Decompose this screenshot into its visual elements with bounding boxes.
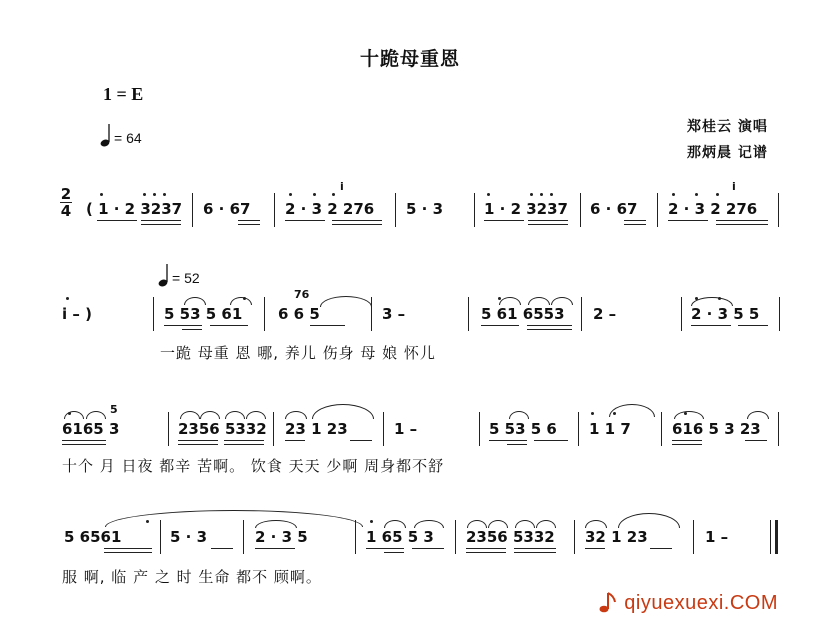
barline (264, 297, 265, 331)
measure-1-7: 2 · 3 2 276 (668, 200, 758, 218)
beam (224, 440, 264, 441)
barline (581, 297, 582, 331)
beam (672, 444, 702, 445)
beam (691, 325, 731, 326)
beam (285, 440, 305, 441)
beam (62, 444, 106, 445)
octave-dot (313, 193, 316, 196)
slur (691, 297, 733, 306)
barline (574, 520, 575, 554)
octave-dot (540, 193, 543, 196)
barline (661, 412, 662, 446)
beam (412, 548, 444, 549)
measure-3-2: 2356 5332 (178, 420, 267, 438)
beam (466, 552, 506, 553)
barline (770, 520, 771, 554)
barline (657, 193, 658, 227)
grace-note: i (732, 180, 736, 193)
octave-dot (550, 193, 553, 196)
key-signature: 1 = E (103, 84, 144, 104)
measure-2-6: 2 – (593, 305, 617, 323)
octave-dot (332, 193, 335, 196)
measure-2-7: 2 · 3 5 5 (691, 305, 760, 323)
beam (527, 329, 572, 330)
measure-3-1: 6165 3 (62, 420, 120, 438)
beam (716, 224, 768, 225)
measure-3-6: 1 1 7 (589, 420, 631, 438)
beam (62, 440, 106, 441)
measure-1-5: 1 · 2 3237 (484, 200, 568, 218)
tempo-marking: = 52 (172, 270, 200, 286)
beam (528, 224, 568, 225)
grace-note: 5 (110, 403, 118, 416)
barline (681, 297, 682, 331)
beam (528, 220, 568, 221)
beam (238, 220, 260, 221)
beam (210, 325, 248, 326)
beam (384, 552, 404, 553)
slur (230, 297, 252, 305)
octave-dot (66, 297, 69, 300)
beam (527, 325, 572, 326)
beam (255, 548, 295, 549)
octave-dot (143, 193, 146, 196)
slur (320, 296, 372, 307)
slur (515, 520, 535, 528)
beam (310, 325, 345, 326)
beam (141, 220, 181, 221)
slur (509, 411, 529, 419)
beam (104, 552, 152, 553)
measure-1-1: ( 1 · 2 3237 (86, 200, 183, 218)
slur (499, 297, 521, 305)
beam (745, 440, 767, 441)
beam (164, 325, 202, 326)
transcriber-credit: 那炳晨 记谱 (687, 145, 768, 161)
octave-dot (695, 193, 698, 196)
beam (624, 220, 646, 221)
beam (350, 440, 372, 441)
singer-credit: 郑桂云 演唱 (687, 119, 768, 135)
measure-1-2: 6 · 67 (203, 200, 251, 218)
slur (180, 411, 200, 419)
measure-3-5: 5 53 5 6 (489, 420, 557, 438)
quarter-note-icon (158, 262, 170, 288)
grace-note: i (340, 180, 344, 193)
octave-dot (487, 193, 490, 196)
barline (580, 193, 581, 227)
beam (285, 220, 325, 221)
slur (467, 520, 487, 528)
slur (64, 411, 84, 419)
measure-1-4: 5 · 3 (406, 200, 444, 218)
barline (578, 412, 579, 446)
beam (104, 548, 152, 549)
octave-dot (530, 193, 533, 196)
barline (474, 193, 475, 227)
barline (168, 412, 169, 446)
music-note-logo-icon (598, 590, 618, 614)
beam (672, 440, 702, 441)
measure-3-7: 616 5 3 23 (672, 420, 761, 438)
page-title: 十跪母重恩 (359, 48, 460, 70)
octave-dot (163, 193, 166, 196)
slur (528, 297, 550, 305)
beam (624, 224, 646, 225)
slur (312, 404, 374, 419)
slur (414, 520, 444, 528)
slur (609, 404, 655, 417)
octave-dot (100, 193, 103, 196)
measure-3-3: 23 1 23 (285, 420, 348, 438)
slur (184, 297, 206, 305)
time-signature-top: 2 (60, 185, 72, 203)
measure-2-2: 5 53 5 61 (164, 305, 243, 323)
barline (468, 297, 469, 331)
beam (366, 548, 404, 549)
slur (536, 520, 556, 528)
slur (551, 297, 573, 305)
barline (383, 412, 384, 446)
octave-dot (370, 520, 373, 523)
measure-1-6: 6 · 67 (590, 200, 638, 218)
lyrics-line-3: 服 啊, 临 产 之 时 生命 都不 顾啊。 (62, 568, 322, 586)
barline (153, 297, 154, 331)
final-barline (775, 520, 778, 554)
beam (211, 548, 233, 549)
barline (192, 193, 193, 227)
beam (238, 224, 260, 225)
barline (778, 412, 779, 446)
slur (246, 411, 266, 419)
barline (273, 412, 274, 446)
beam (97, 220, 137, 221)
beam (534, 440, 568, 441)
lyrics-line-1: 一跪 母重 恩 哪, 养儿 伤身 母 娘 怀儿 (160, 344, 436, 362)
octave-dot (591, 412, 594, 415)
slur (488, 520, 508, 528)
barline (455, 520, 456, 554)
barline (778, 193, 779, 227)
octave-dot (716, 193, 719, 196)
slur (384, 520, 406, 528)
slur (105, 510, 363, 527)
measure-1-3: 2 · 3 2 276 (285, 200, 375, 218)
measure-2-4: 3 – (382, 305, 406, 323)
beam (514, 548, 556, 549)
tempo-marking: = 64 (114, 130, 142, 146)
barline (779, 297, 780, 331)
barline (371, 297, 372, 331)
measure-2-3: 6 6 5 (278, 305, 320, 323)
beam (489, 440, 527, 441)
time-signature (60, 186, 72, 219)
slur (225, 411, 245, 419)
beam (332, 224, 382, 225)
slur (674, 411, 704, 419)
barline (395, 193, 396, 227)
measure-4-5: 2356 5332 (466, 528, 555, 546)
beam (668, 220, 708, 221)
slur (200, 411, 220, 419)
slur (585, 520, 607, 528)
slur (618, 513, 680, 528)
beam (650, 548, 672, 549)
beam (484, 220, 524, 221)
beam (507, 444, 527, 445)
octave-dot (289, 193, 292, 196)
measure-4-3: 2 · 3 5 (255, 528, 308, 546)
beam (178, 440, 218, 441)
grace-note: 76 (294, 288, 310, 301)
measure-4-6: 32 1 23 (585, 528, 648, 546)
measure-4-7: 1 – (705, 528, 729, 546)
barline (479, 412, 480, 446)
barline (274, 193, 275, 227)
octave-dot (153, 193, 156, 196)
barline (693, 520, 694, 554)
beam (178, 444, 218, 445)
beam (332, 220, 382, 221)
beam (481, 325, 519, 326)
lyrics-line-2: 十个 月 日夜 都辛 苦啊。 饮食 天天 少啊 周身都不舒 (62, 457, 445, 475)
slur (86, 411, 106, 419)
beam (738, 325, 768, 326)
beam (585, 548, 605, 549)
beam (514, 552, 556, 553)
measure-2-1: i – ) (62, 305, 92, 323)
beam (716, 220, 768, 221)
measure-4-1: 5 6561 (64, 528, 122, 546)
beam (224, 444, 264, 445)
slur (747, 411, 769, 419)
quarter-note-icon (100, 122, 112, 148)
beam (141, 224, 181, 225)
watermark: qiyuexuexi.COM (624, 592, 778, 614)
measure-4-4: 1 65 5 3 (366, 528, 434, 546)
measure-4-2: 5 · 3 (170, 528, 208, 546)
slur (285, 411, 307, 419)
time-signature-bottom: 4 (60, 202, 72, 220)
measure-2-5: 5 61 6553 (481, 305, 565, 323)
beam (182, 329, 202, 330)
octave-dot (672, 193, 675, 196)
measure-3-4: 1 – (394, 420, 418, 438)
beam (466, 548, 506, 549)
